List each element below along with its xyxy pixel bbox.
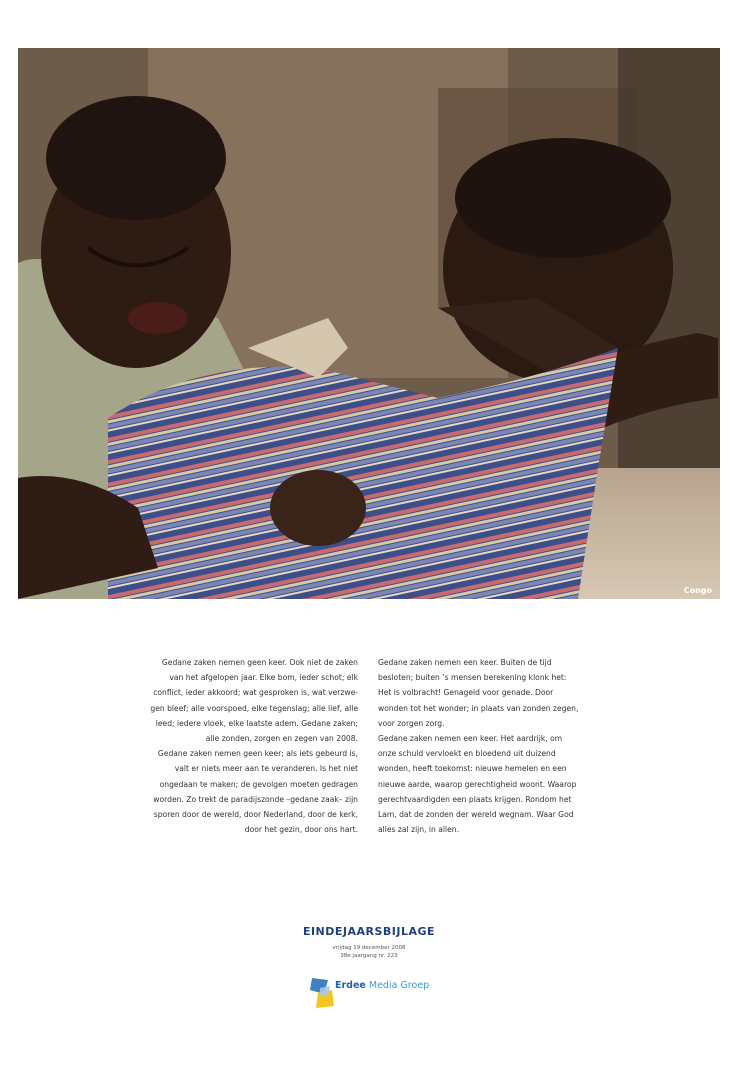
article-line: nieuwe aarde, waarop gerechtigheid woont. Waarop (378, 779, 577, 789)
article-line: gen bleef; alle voorspoed, elke tegenslag; alle lief, alle (150, 703, 358, 713)
article-line: Gedane zaken nemen geen keer. Ook niet de zaken (161, 658, 358, 667)
logo-text-media-groep: Media Groep (365, 980, 430, 991)
logo-wordmark (335, 980, 429, 991)
article-line: Gedane zaken nemen een keer. Het aardrijk, om (378, 734, 563, 744)
logo-mark-icon (310, 976, 334, 1012)
cover-photo (18, 48, 720, 599)
supplement-title: EINDEJAARSBIJLAGE (302, 925, 436, 938)
article-line: Lam, dat de zonden der wereld wegnam. Waar God (378, 810, 574, 820)
publication-date: vrijdag 19 december 2008 (332, 945, 406, 951)
article-column-left (140, 655, 358, 837)
logo-text-erdee: Erdee (335, 980, 366, 991)
article-line: alle zonden, zorgen en zegen van 2008. (205, 734, 358, 744)
article-line: alles zal zijn, in allen. (378, 825, 460, 835)
article-line: wonden, heeft toekomst: nieuwe hemelen en een (378, 764, 567, 774)
photo-illustration (18, 48, 720, 599)
photo-caption: Congo (683, 586, 712, 595)
article-line: leed; iedere vloek, elke laatste adem. Gedane zaken; (155, 718, 358, 728)
article-line: door het gezin, door ons hart. (244, 825, 358, 835)
erdee-logo (310, 976, 440, 1012)
article-line: Gedane zaken nemen geen keer; als iets gebeurd is, (157, 749, 358, 759)
article-line: valt er niets meer aan te veranderen. Is het niet (174, 764, 358, 774)
article-column-right (378, 655, 600, 837)
article-line: wonden tot het wonder; in plaats van zonden zegen, (378, 703, 579, 713)
article-line: Het is volbracht! Genageld voor genade. Door (378, 688, 554, 698)
article-line: van het afgelopen jaar. Elke bom, ieder schot; elk (169, 673, 358, 683)
article-line: onze schuld vervloekt en bloedend uit duizend (378, 749, 556, 759)
article-line: conflict, ieder akkoord; wat gesproken is, wat verzwe- (153, 688, 358, 698)
article-line: worden. Zo trekt de paradijszonde –gedane zaak– zijn (153, 794, 358, 804)
article-line: besloten; buiten ’s mensen berekening klonk het: (378, 673, 567, 683)
article-line: ongedaan te maken; de gevolgen moeten gedragen (159, 779, 358, 789)
issue-number: 38e jaargang nr. 223 (340, 953, 398, 959)
article-line: sporen door de wereld, door Nederland, door de kerk, (153, 810, 358, 820)
article-line: gerechtvaardigden een plaats krijgen. Rondom het (378, 794, 572, 804)
article-line: Gedane zaken nemen een keer. Buiten de tijd (378, 658, 552, 667)
article-line: voor zorgen zorg. (378, 718, 445, 728)
